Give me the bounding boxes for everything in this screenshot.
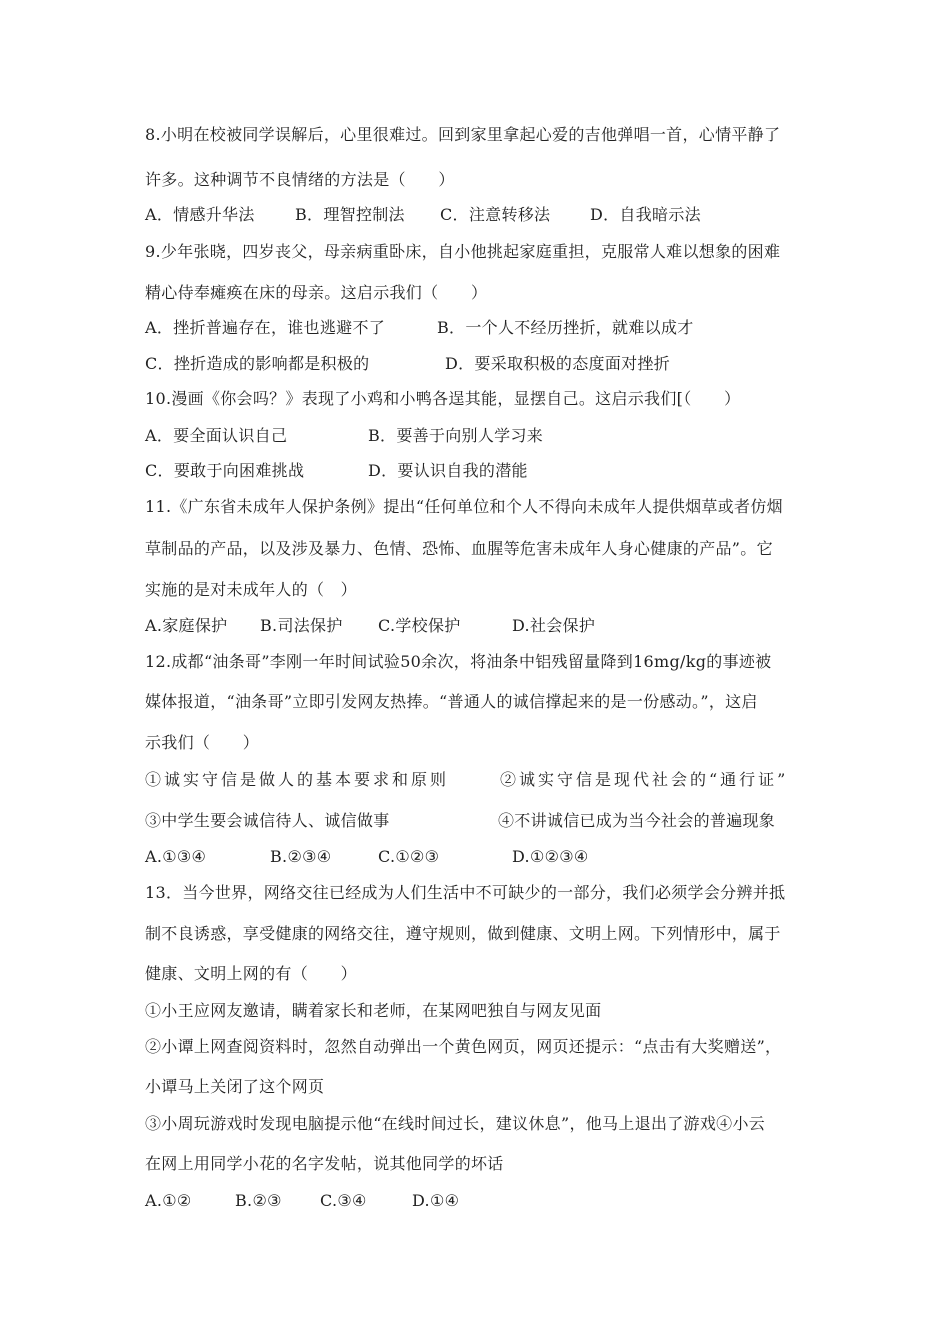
q12-option-b: B.②③④: [270, 847, 332, 866]
q10-stem-line-1: 10.漫画《你会吗？》表现了小鸡和小鸭各逞其能，显摆自己。这启示我们[（ ）: [145, 389, 741, 408]
q12-statement-4: ④不讲诚信已成为当今社会的普遍现象: [498, 811, 776, 830]
q13-option-c: C.③④: [320, 1191, 367, 1210]
q13-statement-3-line-1: ③小周玩游戏时发现电脑提示他“在线时间过长，建议休息”，他马上退出了游戏④小云: [145, 1114, 766, 1133]
q13-option-b: B.②③: [235, 1191, 282, 1210]
q9-option-c: C．挫折造成的影响都是积极的: [145, 354, 370, 373]
q11-stem-line-1: 11.《广东省未成年人保护条例》提出“任何单位和个人不得向未成年人提供烟草或者仿烟: [145, 497, 783, 516]
q11-option-c: C.学校保护: [378, 616, 461, 635]
q11-option-a: A.家庭保护: [145, 616, 228, 635]
q11-stem-line-2: 草制品的产品，以及涉及暴力、色情、恐怖、血腥等危害未成年人身心健康的产品”。它: [145, 539, 773, 558]
q13-statement-3-line-2: 在网上用同学小花的名字发帖，说其他同学的坏话: [145, 1154, 504, 1173]
q12-option-d: D.①②③④: [512, 847, 589, 866]
q9-option-b: B．一个人不经历挫折，就难以成才: [437, 318, 694, 337]
q13-statement-2-line-2: 小谭马上关闭了这个网页: [145, 1077, 325, 1096]
q12-stem-line-2: 媒体报道，“油条哥”立即引发网友热捧。“普通人的诚信撑起来的是一份感动。”，这启: [145, 692, 758, 711]
q9-stem-line-2: 精心侍奉瘫痪在床的母亲。这启示我们（ ）: [145, 283, 488, 302]
q9-stem-line-1: 9.少年张晓，四岁丧父，母亲病重卧床，自小他挑起家庭重担，克服常人难以想象的困难: [145, 242, 781, 261]
q10-option-a: A．要全面认识自己: [145, 426, 288, 445]
q13-option-a: A.①②: [145, 1191, 192, 1210]
q12-statement-2: ②诚实守信是现代社会的“通行证”: [500, 770, 789, 789]
q12-option-a: A.①③④: [145, 847, 207, 866]
q10-option-b: B．要善于向别人学习来: [368, 426, 544, 445]
q8-option-b: B．理智控制法: [295, 205, 405, 224]
q12-statement-1: ①诚实守信是做人的基本要求和原则: [145, 770, 450, 789]
q9-option-d: D．要采取积极的态度面对挫折: [445, 354, 671, 373]
q8-option-c: C．注意转移法: [440, 205, 551, 224]
q13-stem-line-1: 13．当今世界，网络交往已经成为人们生活中不可缺少的一部分，我们必须学会分辨并抵: [145, 883, 786, 902]
q10-option-c: C．要敢于向困难挑战: [145, 461, 305, 480]
q12-stem-line-1: 12.成都“油条哥”李刚一年时间试验50余次，将油条中铝残留量降到16mg/kg的事迹被: [145, 652, 772, 671]
q13-stem-line-2: 制不良诱惑，享受健康的网络交往，遵守规则，做到健康、文明上网。下列情形中，属于: [145, 924, 781, 943]
q8-option-d: D．自我暗示法: [590, 205, 701, 224]
q13-stem-line-3: 健康、文明上网的有（ ）: [145, 964, 357, 983]
q8-stem-line-1: 8.小明在校被同学误解后，心里很难过。回到家里拿起心爱的吉他弹唱一首，心情平静了: [145, 125, 781, 144]
q12-statement-3: ③中学生要会诚信待人、诚信做事: [145, 811, 390, 830]
q11-stem-line-3: 实施的是对未成年人的（ ）: [145, 580, 357, 599]
q12-stem-line-3: 示我们（ ）: [145, 733, 260, 752]
q11-option-b: B.司法保护: [260, 616, 343, 635]
q13-statement-1: ①小王应网友邀请，瞒着家长和老师，在某网吧独自与网友见面: [145, 1001, 602, 1020]
q12-option-c: C.①②③: [378, 847, 440, 866]
q13-statement-2-line-1: ②小谭上网查阅资料时，忽然自动弹出一个黄色网页，网页还提示：“点击有大奖赠送”，: [145, 1037, 782, 1056]
q8-stem-line-2: 许多。这种调节不良情绪的方法是（ ）: [145, 170, 455, 189]
q8-option-a: A．情感升华法: [145, 205, 255, 224]
q9-option-a: A．挫折普遍存在，谁也逃避不了: [145, 318, 386, 337]
q10-option-d: D．要认识自我的潜能: [368, 461, 528, 480]
q13-option-d: D.①④: [412, 1191, 460, 1210]
q11-option-d: D.社会保护: [512, 616, 596, 635]
